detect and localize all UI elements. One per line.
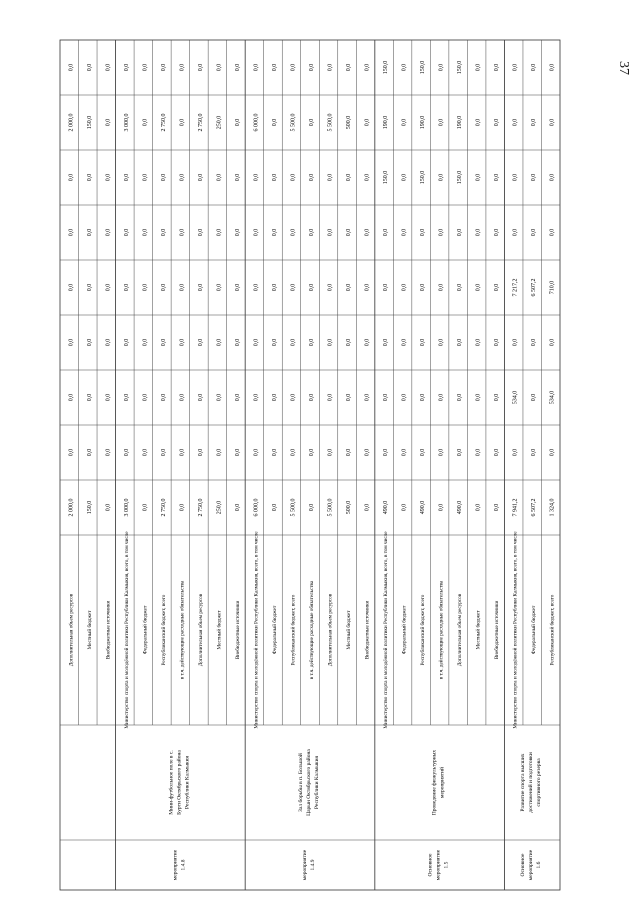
cell-value: 0,0 <box>531 63 538 72</box>
cell-value: 0,0 <box>549 118 556 127</box>
cell-value: 0,0 <box>309 338 315 347</box>
cell-value: 0,0 <box>216 173 223 182</box>
cell-value: 0,0 <box>420 393 427 402</box>
cell-value: 0,0 <box>197 283 204 292</box>
cell-value: 150,0 <box>420 170 427 185</box>
row-entity-label: Республиканский бюджет, всего <box>549 594 556 666</box>
cell-value: 0,0 <box>309 503 315 512</box>
cell-value: 0,0 <box>123 283 130 292</box>
cell-value: 534,0 <box>549 390 556 405</box>
cell-value: 0,0 <box>179 503 186 512</box>
cell-value: 0,0 <box>309 173 315 182</box>
row-entity-label: Внебюджетные источники <box>364 600 371 660</box>
cell-value: 1 324,0 <box>549 498 556 517</box>
cell-value: 0,0 <box>68 173 75 182</box>
cell-value: 0,0 <box>494 283 501 292</box>
cell-value: 0,0 <box>364 283 371 292</box>
cell-value: 0,0 <box>401 228 408 237</box>
cell-value: 0,0 <box>105 338 112 347</box>
cell-value: 0,0 <box>105 228 112 237</box>
cell-value: 0,0 <box>253 338 260 347</box>
cell-value: 0,0 <box>401 393 408 402</box>
cell-value: 0,0 <box>197 393 204 402</box>
cell-value: 0,0 <box>68 393 75 402</box>
cell-value: 0,0 <box>197 338 204 347</box>
row-entity-label: Внебюджетные источники <box>494 600 501 660</box>
cell-value: 0,0 <box>179 228 186 237</box>
row-entity-label: Министерство спорта и молодёжной политики Республики Калмыкия, всего, в том числе <box>512 531 519 729</box>
cell-value: 0,0 <box>420 283 427 292</box>
cell-value: 0,0 <box>160 393 167 402</box>
row-entity-label: Федеральный бюджет <box>531 605 538 655</box>
page-number: 37 <box>616 61 631 75</box>
cell-value: 0,0 <box>290 63 297 72</box>
cell-value: 0,0 <box>364 448 371 457</box>
group-code-label: 1.4.9 <box>310 859 316 871</box>
cell-value: 0,0 <box>346 448 353 457</box>
cell-value: 0,0 <box>494 338 501 347</box>
cell-value: 150,0 <box>86 500 93 515</box>
cell-value: 0,0 <box>179 63 186 72</box>
cell-value: 6 000,0 <box>253 498 260 517</box>
cell-value: 0,0 <box>327 283 334 292</box>
cell-value: 0,0 <box>271 338 278 347</box>
cell-value: 2 750,0 <box>160 498 167 517</box>
cell-value: 5 500,0 <box>290 113 297 132</box>
cell-value: 0,0 <box>197 173 204 182</box>
cell-value: 0,0 <box>105 503 112 512</box>
cell-value: 0,0 <box>271 283 278 292</box>
group-code-label: мероприятие <box>302 849 308 881</box>
cell-value: 490,0 <box>420 500 427 515</box>
cell-value: 0,0 <box>438 228 445 237</box>
cell-value: 0,0 <box>160 448 167 457</box>
cell-value: 0,0 <box>160 63 167 72</box>
cell-value: 0,0 <box>346 283 353 292</box>
cell-value: 0,0 <box>142 338 149 347</box>
cell-value: 0,0 <box>346 173 353 182</box>
cell-value: 0,0 <box>290 448 297 457</box>
cell-value: 0,0 <box>475 338 482 347</box>
cell-value: 0,0 <box>290 283 297 292</box>
cell-value: 0,0 <box>86 448 93 457</box>
cell-value: 0,0 <box>105 283 112 292</box>
cell-value: 0,0 <box>364 228 371 237</box>
cell-value: 0,0 <box>327 63 334 72</box>
cell-value: 0,0 <box>531 173 538 182</box>
cell-value: 0,0 <box>531 338 538 347</box>
cell-value: 0,0 <box>234 228 241 237</box>
cell-value: 0,0 <box>512 118 519 127</box>
cell-value: 0,0 <box>494 63 501 72</box>
cell-value: 0,0 <box>438 503 445 512</box>
cell-value: 3 000,0 <box>123 498 130 517</box>
group-name-label: Зал борьбы в п. Большой <box>298 753 304 812</box>
cell-value: 190,0 <box>383 115 390 130</box>
cell-value: 0,0 <box>105 118 112 127</box>
cell-value: 0,0 <box>383 448 390 457</box>
cell-value: 6 507,2 <box>531 278 538 297</box>
cell-value: 0,0 <box>142 228 149 237</box>
cell-value: 2 750,0 <box>197 113 204 132</box>
cell-value: 0,0 <box>401 173 408 182</box>
cell-value: 0,0 <box>179 448 186 457</box>
cell-value: 0,0 <box>549 448 556 457</box>
cell-value: 0,0 <box>438 448 445 457</box>
cell-value: 0,0 <box>475 283 482 292</box>
group-name-label: Республики Калмыкия <box>314 755 320 810</box>
cell-value: 0,0 <box>457 228 464 237</box>
cell-value: 0,0 <box>253 448 260 457</box>
cell-value: 0,0 <box>216 393 223 402</box>
row-entity-label: Внебюджетные источники <box>105 600 112 660</box>
row-entity-label: Федеральный бюджет <box>142 605 149 655</box>
cell-value: 0,0 <box>216 448 223 457</box>
cell-value: 0,0 <box>290 338 297 347</box>
group-name-label: Бурти Октябрьского района <box>176 750 183 815</box>
cell-value: 0,0 <box>309 448 315 457</box>
group-name-label: Развитие спорта высших <box>520 753 527 812</box>
cell-value: 0,0 <box>86 338 93 347</box>
cell-value: 0,0 <box>216 338 223 347</box>
row-entity-label: Дополнительная объем ресурсов <box>457 593 464 667</box>
group-code-label: 1.5 <box>443 861 450 869</box>
group-code-label: Основное <box>427 853 434 877</box>
row-entity-label: Республиканский бюджет, всего <box>160 594 167 666</box>
cell-value: 0,0 <box>309 283 315 292</box>
cell-value: 150,0 <box>383 170 390 185</box>
group-code-label: мероприятие <box>435 849 442 881</box>
cell-value: 0,0 <box>123 393 130 402</box>
cell-value: 3 000,0 <box>123 113 130 132</box>
cell-value: 0,0 <box>253 393 260 402</box>
cell-value: 0,0 <box>290 393 297 402</box>
cell-value: 0,0 <box>142 63 149 72</box>
group-name-label: спортивного резерва <box>536 758 543 807</box>
cell-value: 0,0 <box>309 393 315 402</box>
cell-value: 0,0 <box>531 118 538 127</box>
cell-value: 150,0 <box>457 60 464 75</box>
cell-value: 0,0 <box>494 448 501 457</box>
cell-value: 2 750,0 <box>160 113 167 132</box>
cell-value: 190,0 <box>420 115 427 130</box>
cell-value: 0,0 <box>327 393 334 402</box>
row-entity-label: Внебюджетные источники <box>234 600 241 660</box>
cell-value: 0,0 <box>253 228 260 237</box>
cell-value: 6 000,0 <box>253 113 260 132</box>
cell-value: 490,0 <box>457 500 464 515</box>
row-entity-label: Местный бюджет <box>216 610 223 650</box>
group-code-label: мероприятие <box>528 849 535 881</box>
cell-value: 0,0 <box>438 63 445 72</box>
cell-value: 0,0 <box>234 393 241 402</box>
row-entity-label: Федеральный бюджет <box>271 605 278 655</box>
cell-value: 0,0 <box>475 503 482 512</box>
cell-value: 0,0 <box>475 173 482 182</box>
cell-value: 0,0 <box>346 228 353 237</box>
cell-value: 0,0 <box>438 173 445 182</box>
row-entity-label: Дополнительная объем ресурсов <box>197 593 204 667</box>
cell-value: 0,0 <box>253 63 260 72</box>
cell-value: 0,0 <box>216 283 223 292</box>
cell-value: 0,0 <box>346 393 353 402</box>
group-name-label: Республики Калмыкия <box>184 755 191 810</box>
cell-value: 0,0 <box>309 63 315 72</box>
cell-value: 0,0 <box>475 393 482 402</box>
cell-value: 0,0 <box>86 228 93 237</box>
cell-value: 0,0 <box>234 118 241 127</box>
cell-value: 0,0 <box>457 283 464 292</box>
cell-value: 0,0 <box>86 173 93 182</box>
cell-value: 0,0 <box>86 63 93 72</box>
cell-value: 2 000,0 <box>68 498 75 517</box>
cell-value: 0,0 <box>216 63 223 72</box>
cell-value: 0,0 <box>383 283 390 292</box>
cell-value: 0,0 <box>253 173 260 182</box>
cell-value: 0,0 <box>86 283 93 292</box>
group-name-label: мероприятий <box>439 767 446 798</box>
row-entity-label: Республиканский бюджет, всего <box>420 594 427 666</box>
row-entity-label: Местный бюджет <box>346 610 353 650</box>
cell-value: 0,0 <box>512 228 519 237</box>
group-code-label: мероприятие <box>172 849 179 881</box>
cell-value: 0,0 <box>142 283 149 292</box>
cell-value: 0,0 <box>512 173 519 182</box>
cell-value: 0,0 <box>160 173 167 182</box>
cell-value: 0,0 <box>401 63 408 72</box>
cell-value: 0,0 <box>420 338 427 347</box>
cell-value: 0,0 <box>271 228 278 237</box>
cell-value: 0,0 <box>457 448 464 457</box>
row-entity-label: Местный бюджет <box>86 610 93 650</box>
cell-value: 150,0 <box>457 170 464 185</box>
cell-value: 0,0 <box>142 393 149 402</box>
cell-value: 0,0 <box>383 393 390 402</box>
cell-value: 2 000,0 <box>68 113 75 132</box>
cell-value: 0,0 <box>549 338 556 347</box>
cell-value: 0,0 <box>549 173 556 182</box>
cell-value: 490,0 <box>383 500 390 515</box>
cell-value: 0,0 <box>309 228 315 237</box>
cell-value: 0,0 <box>123 448 130 457</box>
cell-value: 0,0 <box>179 283 186 292</box>
cell-value: 0,0 <box>401 118 408 127</box>
cell-value: 250,0 <box>216 115 223 130</box>
cell-value: 0,0 <box>457 393 464 402</box>
cell-value: 0,0 <box>234 503 241 512</box>
row-entity-label: Местный бюджет <box>475 610 482 650</box>
cell-value: 6 507,2 <box>531 498 538 517</box>
row-entity-label: Министерство спорта и молодёжной политики Республики Калмыкия, всего, в том числе <box>123 531 130 729</box>
cell-value: 5 500,0 <box>290 498 297 517</box>
cell-value: 0,0 <box>68 283 75 292</box>
cell-value: 0,0 <box>197 63 204 72</box>
cell-value: 0,0 <box>234 338 241 347</box>
cell-value: 0,0 <box>438 393 445 402</box>
cell-value: 0,0 <box>383 338 390 347</box>
cell-value: 534,0 <box>512 390 519 405</box>
cell-value: 0,0 <box>105 63 112 72</box>
cell-value: 0,0 <box>438 283 445 292</box>
cell-value: 0,0 <box>494 393 501 402</box>
cell-value: 0,0 <box>531 393 538 402</box>
cell-value: 0,0 <box>271 448 278 457</box>
cell-value: 0,0 <box>68 338 75 347</box>
cell-value: 0,0 <box>531 228 538 237</box>
cell-value: 0,0 <box>401 338 408 347</box>
cell-value: 0,0 <box>549 63 556 72</box>
cell-value: 0,0 <box>68 63 75 72</box>
cell-value: 0,0 <box>179 118 186 127</box>
cell-value: 500,0 <box>346 115 353 130</box>
cell-value: 500,0 <box>346 500 353 515</box>
row-entity-label: Республиканский бюджет, всего <box>290 594 297 666</box>
row-entity-label: в т.ч. действующие расходные обязательства <box>309 580 315 680</box>
group-name-label: достижений и подготовки <box>528 752 535 813</box>
group-code-label: 1.4.8 <box>180 859 187 871</box>
cell-value: 0,0 <box>142 503 149 512</box>
cell-value: 0,0 <box>475 63 482 72</box>
cell-value: 0,0 <box>271 63 278 72</box>
row-entity-label: Федеральный бюджет <box>401 605 408 655</box>
row-entity-label: Министерство спорта и молодёжной политики Республики Калмыкия, всего, в том числе <box>253 531 260 729</box>
cell-value: 150,0 <box>420 60 427 75</box>
cell-value: 0,0 <box>290 228 297 237</box>
cell-value: 0,0 <box>494 173 501 182</box>
cell-value: 0,0 <box>364 503 371 512</box>
group-code-label: 1.6 <box>536 861 543 869</box>
cell-value: 0,0 <box>105 173 112 182</box>
cell-value: 0,0 <box>438 118 445 127</box>
cell-value: 0,0 <box>438 338 445 347</box>
cell-value: 0,0 <box>549 228 556 237</box>
cell-value: 0,0 <box>327 228 334 237</box>
cell-value: 0,0 <box>309 118 315 127</box>
cell-value: 0,0 <box>475 228 482 237</box>
cell-value: 0,0 <box>179 173 186 182</box>
cell-value: 0,0 <box>327 173 334 182</box>
cell-value: 0,0 <box>401 283 408 292</box>
cell-value: 0,0 <box>123 338 130 347</box>
cell-value: 0,0 <box>512 63 519 72</box>
group-name-label: Проведение физкультурных <box>431 749 438 816</box>
cell-value: 0,0 <box>512 448 519 457</box>
cell-value: 0,0 <box>105 393 112 402</box>
cell-value: 0,0 <box>234 173 241 182</box>
row-entity-label: Дополнительная объем ресурсов <box>68 593 75 667</box>
row-entity-label: Министерство спорта и молодёжной политики Республики Калмыкия, всего, в том числе <box>383 531 390 729</box>
cell-value: 150,0 <box>86 115 93 130</box>
row-entity-label: Дополнительная объем ресурсов <box>327 593 334 667</box>
cell-value: 0,0 <box>271 173 278 182</box>
cell-value: 0,0 <box>420 448 427 457</box>
cell-value: 0,0 <box>420 228 427 237</box>
cell-value: 0,0 <box>290 173 297 182</box>
cell-value: 0,0 <box>179 393 186 402</box>
cell-value: 2 750,0 <box>197 498 204 517</box>
cell-value: 0,0 <box>197 228 204 237</box>
cell-value: 0,0 <box>123 63 130 72</box>
cell-value: 0,0 <box>271 503 278 512</box>
row-entity-label: в т.ч. действующие расходные обязательства <box>179 580 186 680</box>
cell-value: 0,0 <box>86 393 93 402</box>
cell-value: 0,0 <box>197 448 204 457</box>
cell-value: 5 500,0 <box>327 498 334 517</box>
cell-value: 7 217,2 <box>512 278 519 297</box>
cell-value: 0,0 <box>512 338 519 347</box>
cell-value: 0,0 <box>457 338 464 347</box>
cell-value: 0,0 <box>271 118 278 127</box>
group-name-label: Царын Октябрьского района <box>306 749 312 816</box>
cell-value: 0,0 <box>364 63 371 72</box>
cell-value: 0,0 <box>364 393 371 402</box>
cell-value: 0,0 <box>234 448 241 457</box>
cell-value: 0,0 <box>123 173 130 182</box>
cell-value: 0,0 <box>160 338 167 347</box>
cell-value: 0,0 <box>531 448 538 457</box>
group-name-label: Мини-футбольное поле в с. <box>168 750 175 815</box>
cell-value: 0,0 <box>216 228 223 237</box>
cell-value: 0,0 <box>346 338 353 347</box>
cell-value: 5 500,0 <box>327 113 334 132</box>
cell-value: 0,0 <box>179 338 186 347</box>
cell-value: 0,0 <box>327 448 334 457</box>
cell-value: 0,0 <box>160 228 167 237</box>
cell-value: 0,0 <box>364 118 371 127</box>
cell-value: 0,0 <box>234 283 241 292</box>
cell-value: 0,0 <box>160 283 167 292</box>
cell-value: 0,0 <box>327 338 334 347</box>
cell-value: 0,0 <box>105 448 112 457</box>
cell-value: 150,0 <box>383 60 390 75</box>
cell-value: 0,0 <box>494 118 501 127</box>
cell-value: 0,0 <box>475 448 482 457</box>
cell-value: 190,0 <box>457 115 464 130</box>
cell-value: 0,0 <box>346 63 353 72</box>
cell-value: 0,0 <box>494 228 501 237</box>
cell-value: 0,0 <box>383 228 390 237</box>
cell-value: 0,0 <box>364 338 371 347</box>
cell-value: 0,0 <box>68 228 75 237</box>
cell-value: 0,0 <box>253 283 260 292</box>
cell-value: 0,0 <box>401 503 408 512</box>
cell-value: 250,0 <box>216 500 223 515</box>
cell-value: 0,0 <box>494 503 501 512</box>
group-code-label: Основное <box>520 853 527 877</box>
cell-value: 0,0 <box>142 118 149 127</box>
cell-value: 0,0 <box>68 448 75 457</box>
cell-value: 710,0 <box>549 280 556 295</box>
cell-value: 0,0 <box>401 448 408 457</box>
cell-value: 0,0 <box>364 173 371 182</box>
cell-value: 0,0 <box>142 173 149 182</box>
cell-value: 0,0 <box>142 448 149 457</box>
row-entity-label: в т.ч. действующие расходные обязательства <box>438 580 445 680</box>
cell-value: 7 941,2 <box>512 498 519 517</box>
cell-value: 0,0 <box>271 393 278 402</box>
cell-value: 0,0 <box>234 63 241 72</box>
cell-value: 0,0 <box>123 228 130 237</box>
cell-value: 0,0 <box>475 118 482 127</box>
